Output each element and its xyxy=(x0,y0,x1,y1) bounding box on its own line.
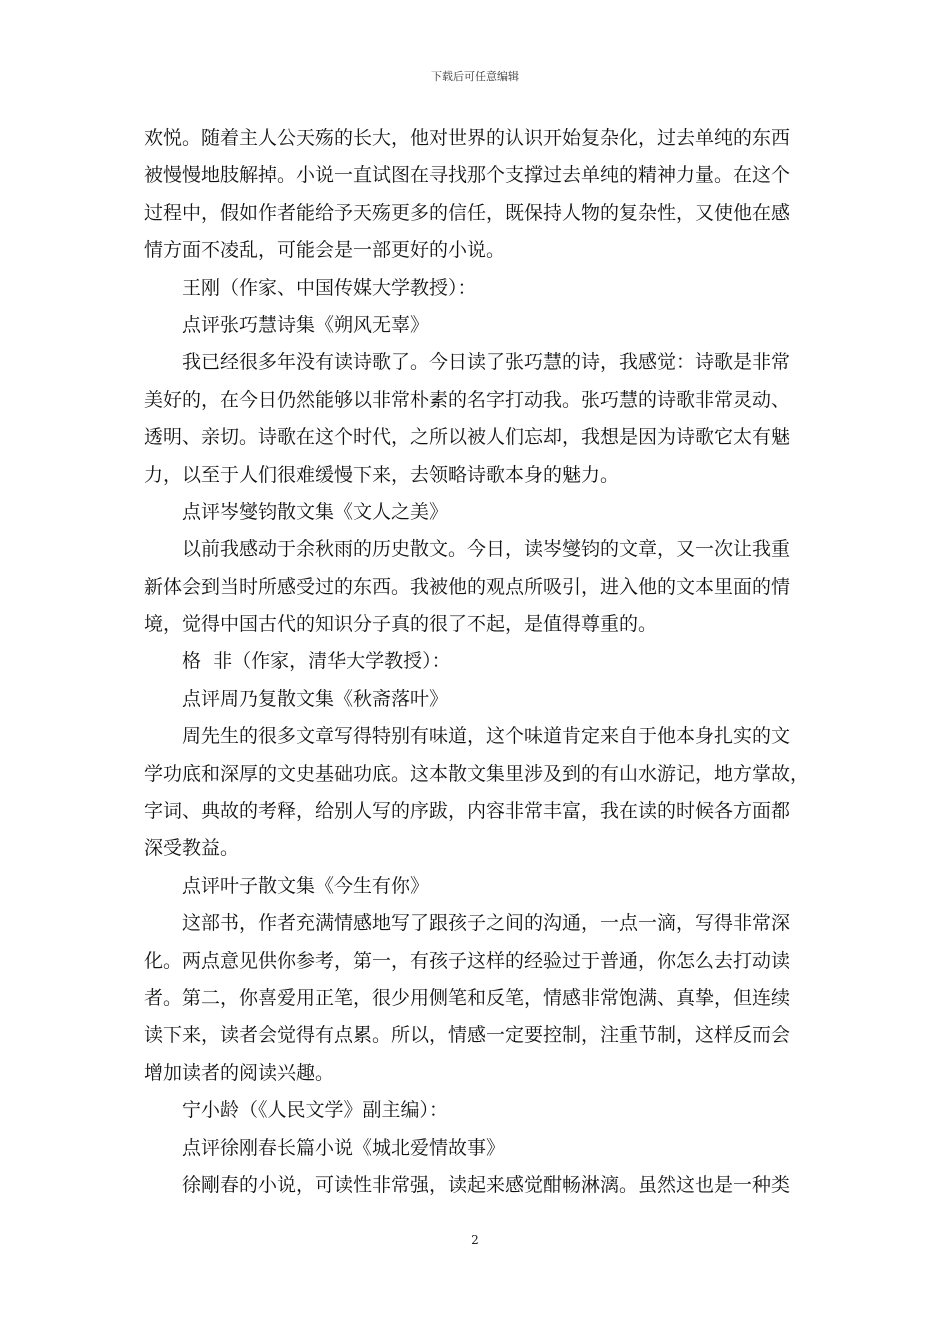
document-body xyxy=(144,120,810,1204)
text-line: 字词、典故的考释，给别人写的序跋，内容非常丰富，我在读的时候各方面都 xyxy=(144,800,791,823)
text-line: 过程中，假如作者能给予天殇更多的信任，既保持人物的复杂性，又使他在感 xyxy=(144,201,791,224)
review-title: 点评周乃复散文集《秋斋落叶》 xyxy=(182,687,449,710)
text-line: 学功底和深厚的文史基础功底。这本散文集里涉及到的有山水游记，地方掌故， xyxy=(144,762,810,785)
speaker-heading: 王刚（作家、中国传媒大学教授）： xyxy=(182,276,477,299)
text-line: 以前我感动于余秋雨的历史散文。今日，读岑燮钧的文章，又一次让我重 xyxy=(182,538,791,561)
text-line: 者。第二，你喜爱用正笔，很少用侧笔和反笔，情感非常饱满、真挚，但连续 xyxy=(144,986,791,1009)
text-line: 深受教益。 xyxy=(144,837,240,860)
text-line: 周先生的很多文章写得特别有味道，这个味道肯定来自于他本身扎实的文 xyxy=(182,725,791,748)
text-line: 力，以至于人们很难缓慢下来，去领略诗歌本身的魅力。 xyxy=(144,463,620,486)
text-line: 化。两点意见供你参考，第一，有孩子这样的经验过于普通，你怎么去打动读 xyxy=(144,949,791,972)
review-title: 点评叶子散文集《今生有你》 xyxy=(182,874,430,897)
review-title: 点评张巧慧诗集《朔风无辜》 xyxy=(182,313,430,336)
review-title: 点评徐刚春长篇小说《城北爱情故事》 xyxy=(182,1136,506,1159)
text-line: 增加读者的阅读兴趣。 xyxy=(144,1061,335,1084)
text-line: 欢悦。随着主人公天殇的长大，他对世界的认识开始复杂化，过去单纯的东西 xyxy=(144,127,791,149)
review-title: 点评岑燮钧散文集《文人之美》 xyxy=(182,500,449,523)
text-line: 被慢慢地肢解掉。小说一直试图在寻找那个支撑过去单纯的精神力量。在这个 xyxy=(144,164,791,187)
page-header: 下载后可任意编辑 xyxy=(431,70,519,83)
page-number: 2 xyxy=(471,1233,479,1247)
speaker-heading: 宁小龄（《人民文学》副主编）： xyxy=(182,1099,449,1122)
text-line: 美好的，在今日仍然能够以非常朴素的名字打动我。张巧慧的诗歌非常灵动、 xyxy=(144,388,791,411)
text-line: 境，觉得中国古代的知识分子真的很了不起，是值得尊重的。 xyxy=(144,613,658,636)
text-line: 徐剛春的小说，可读性非常强，读起来感觉酣畅淋漓。虽然这也是一种类 xyxy=(182,1173,791,1196)
text-line: 新体会到当时所感受过的东西。我被他的观点所吸引，进入他的文本里面的情 xyxy=(144,575,791,598)
text-line: 读下来，读者会觉得有点累。所以，情感一定要控制，注重节制，这样反而会 xyxy=(144,1024,791,1047)
speaker-heading: 格 非（作家，清华大学教授）： xyxy=(182,650,451,673)
text-line: 我已经很多年没有读诗歌了。今日读了张巧慧的诗，我感觉：诗歌是非常 xyxy=(182,351,791,374)
text-line: 透明、亲切。诗歌在这个时代，之所以被人们忘却，我想是因为诗歌它太有魅 xyxy=(144,426,791,449)
text-line: 情方面不凌乱，可能会是一部更好的小说。 xyxy=(144,239,506,262)
text-line: 这部书，作者充满情感地写了跟孩子之间的沟通，一点一滴，写得非常深 xyxy=(182,912,791,935)
